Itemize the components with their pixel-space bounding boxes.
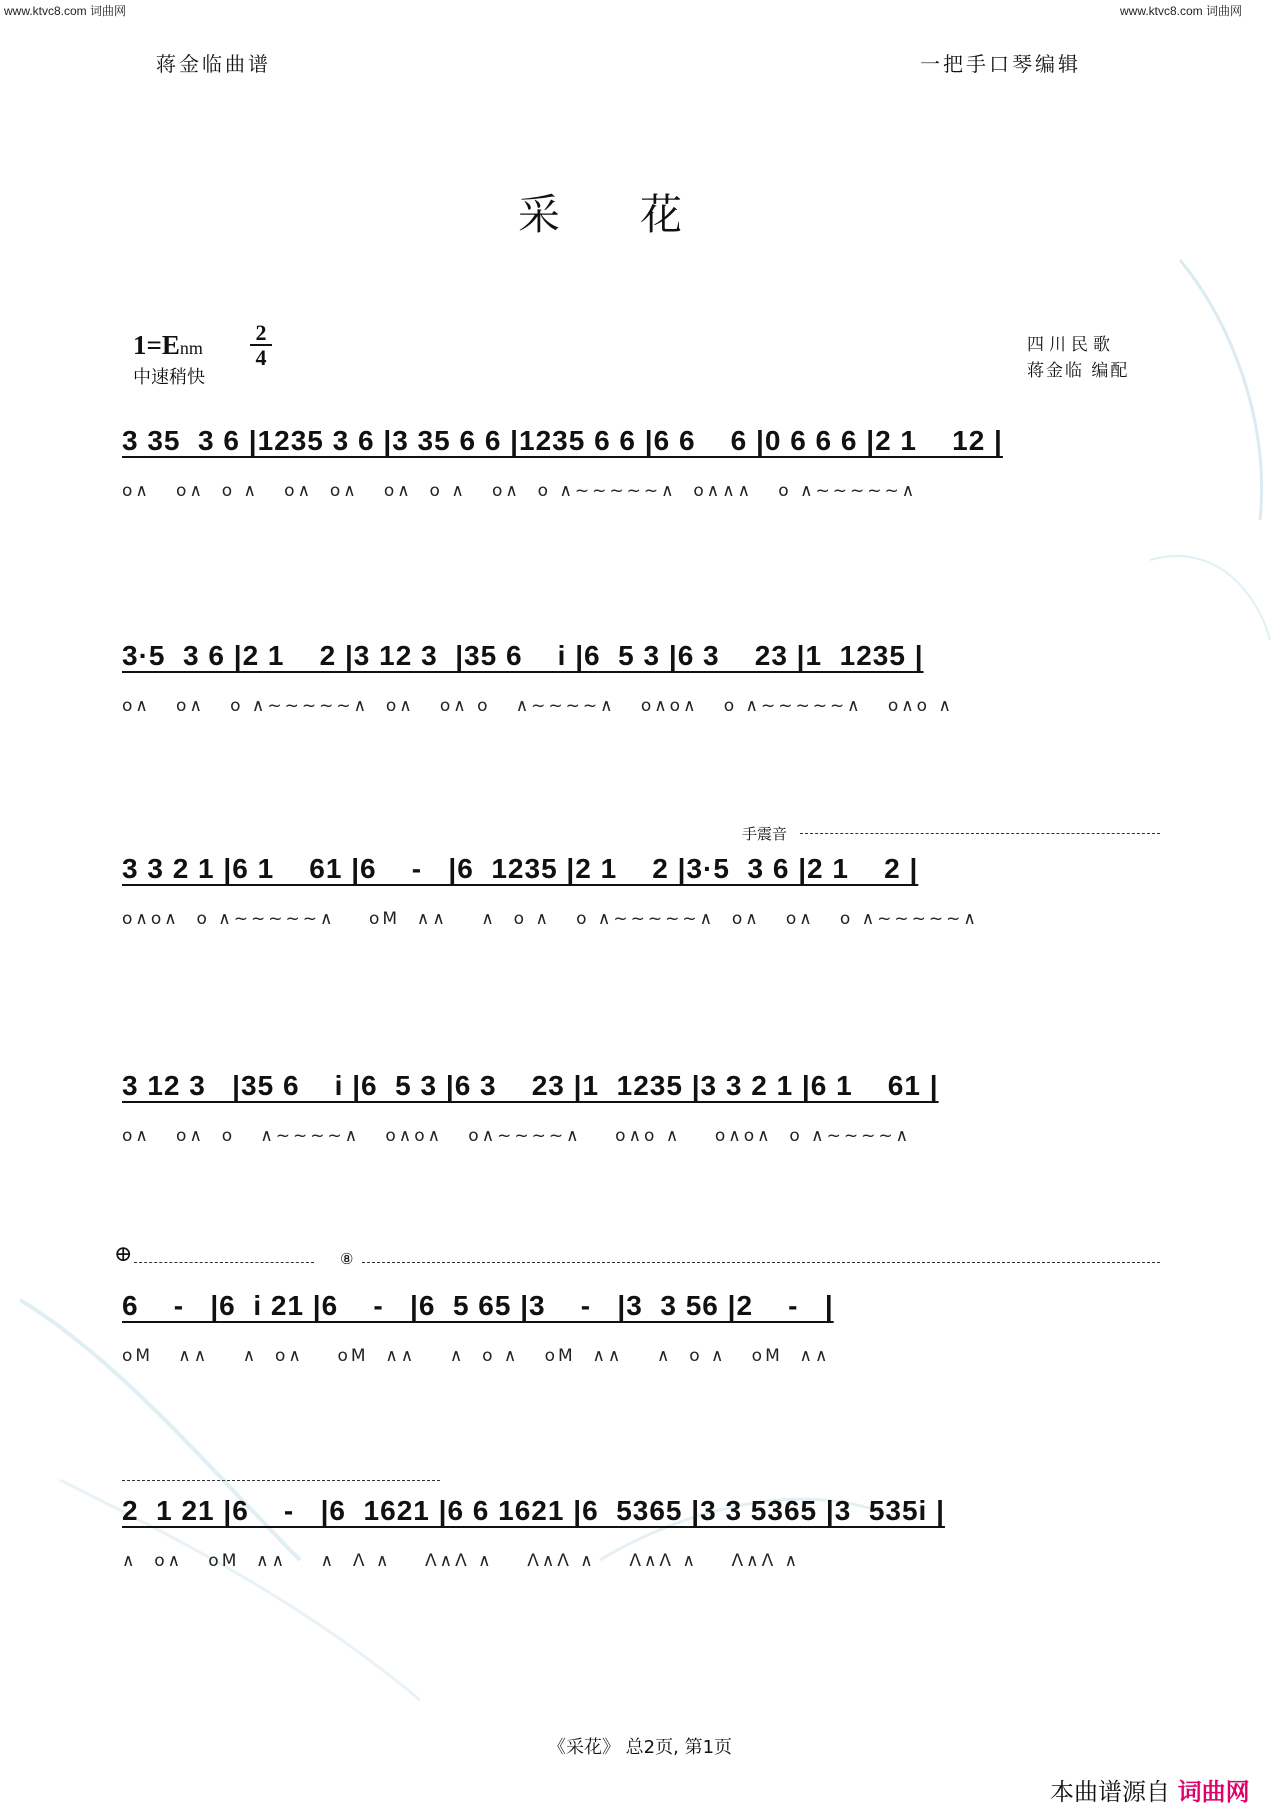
page-footer: 《采花》 总2页, 第1页	[547, 1737, 733, 1758]
tempo-marking: 中速稍快	[133, 367, 205, 388]
source-brand: 词曲网	[1177, 1778, 1250, 1806]
notes-line: 3 3 2 1 |6 1 61 |6 - |6 1235 |2 1 2 |3·5 3 6 |2 1 2 |	[122, 853, 919, 884]
breath-line: o∧ o∧ o ∧~~~~∧ o∧o∧ o∧~~~~∧ o∧o ∧ o∧o∧ o ∧~~~~∧	[122, 1126, 912, 1146]
breath-line: o∧o∧ o ∧~~~~~∧ oΜ ∧∧ ∧ o ∧ o ∧~~~~~∧ o∧ o∧ o ∧~~~~~∧	[122, 909, 979, 929]
time-signature: 2 4	[250, 322, 272, 368]
source-credit: 本曲谱源自 词曲网	[1050, 1778, 1250, 1806]
rehearsal-marker: ⑧	[340, 1250, 354, 1268]
breath-line: oΜ ∧∧ ∧ o∧ oΜ ∧∧ ∧ o ∧ oΜ ∧∧ ∧ o ∧ oΜ ∧∧	[122, 1346, 831, 1366]
section-dashed-line	[362, 1262, 1160, 1263]
coda-sign-icon: ⊕	[114, 1242, 133, 1267]
header-left: 蒋金临曲谱	[156, 52, 271, 76]
score-system-5	[122, 1290, 1162, 1400]
key-signature: 1=Enm	[133, 330, 203, 360]
song-title: 采花	[517, 190, 762, 239]
breath-line: o∧ o∧ o ∧~~~~~∧ o∧ o∧ o ∧~~~~∧ o∧o∧ o ∧~~~~~∧ o∧o ∧	[122, 696, 954, 716]
breath-line: ∧ o∧ oΜ ∧∧ ∧ Λ ∧ Λ∧Λ ∧ Λ∧Λ ∧ Λ∧Λ ∧ Λ∧Λ ∧	[122, 1551, 801, 1571]
header-right: 一把手口琴编辑	[920, 52, 1081, 76]
score-system-1	[122, 425, 1162, 535]
vibrato-dashed-line	[800, 833, 1160, 834]
breath-line: o∧ o∧ o ∧ o∧ o∧ o∧ o ∧ o∧ o ∧~~~~~∧ o∧∧∧ o ∧~~~~~∧	[122, 481, 918, 501]
score-system-3	[122, 853, 1162, 963]
watermark-url-left: www.ktvc8.com 词曲网	[4, 4, 127, 18]
score-system-6	[122, 1495, 1162, 1605]
ending-dashed-line	[122, 1480, 440, 1481]
notes-line: 3 12 3 |35 6 i |6 5 3 |6 3 23 |1 1235 |3 3 2 1 |6 1 61 |	[122, 1070, 939, 1101]
origin-credit: 四川民歌	[1027, 335, 1115, 355]
notes-line: 2 1 21 |6 - |6 1621 |6 6 1621 |6 5365 |3 3 5365 |3 535i |	[122, 1495, 945, 1526]
score-system-2	[122, 640, 1162, 750]
watermark-url-right: www.ktvc8.com 词曲网	[1120, 4, 1243, 18]
score-system-4	[122, 1070, 1162, 1180]
notes-line: 6 - |6 i 21 |6 - |6 5 65 |3 - |3 3 56 |2 - |	[122, 1290, 834, 1321]
notes-line: 3·5 3 6 |2 1 2 |3 12 3 |35 6 i |6 5 3 |6 3 23 |1 1235 |	[122, 640, 924, 671]
vibrato-annotation: 手震音	[742, 825, 788, 843]
coda-dashed-line	[134, 1262, 314, 1263]
arranger-credit: 蒋金临 编配	[1027, 361, 1130, 381]
notes-line: 3 35 3 6 |1235 3 6 |3 35 6 6 |1235 6 6 |6 6 6 |0 6 6 6 |2 1 12 |	[122, 425, 1003, 456]
